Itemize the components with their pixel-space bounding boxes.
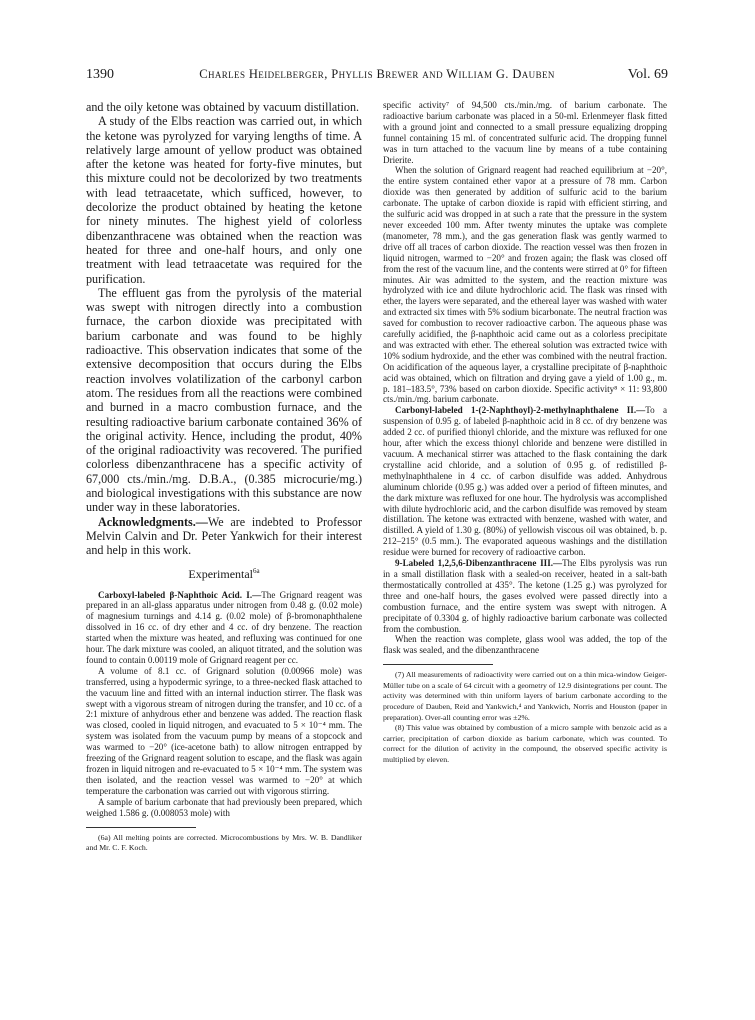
running-title: Charles Heidelberger, Phyllis Brewer and William G. Dauben — [199, 67, 555, 81]
section-heading — [86, 567, 362, 582]
experimental-paragraph: A volume of 8.1 cc. of Grignard solution (0.00966 mole) was transferred, using a hypodermic syringe, to a three-necked flask attached to the vacuum line and fitted with an internal induction stirrer. The flask was swept with a vigorous stream of nitrogen during the transfer, and 10 cc. of a 2:1 mixture of anhydrous ether and benzene was added. The reaction flask was closed, cooled in liquid nitrogen, and evacuated to 5 × 10⁻⁴ mm. The system was isolated from the vacuum pump by means of a stopcock and was warmed to −20° (ice-acetone bath) to allow nitrogen entrapped by freezing of the Grignard reagent solution to escape, and the flask was again frozen in liquid nitrogen and re-evacuated to 5 × 10⁻⁴ mm. The system was then isolated, and the reaction vessel was warmed to −20° at which temperature the carbonation was carried out with vigorous stirring. — [86, 665, 362, 796]
experimental-paragraph: specific activity⁷ of 94,500 cts./min./mg. of barium carbonate. The radioactive barium carbonate was placed in a 50-ml. Erlenmeyer flask fitted with a ground joint and connected to a small pressure equalizing dropping funnel containing 15 ml. of concentrated sulfuric acid. The dropping funnel was in turn attached to the vacuum line by means of a tube containing Drierite. — [383, 100, 667, 165]
compound-heading: 9-Labeled 1,2,5,6-Dibenzanthracene III.— — [395, 558, 563, 569]
paragraph-text: The Elbs pyrolysis was run in a small distillation flask with a sealed-on receiver, heated in a salt-bath thermostatically controlled at 435°. The ketone (1.25 g.) was pyrolyzed for three and one-half hours, the gases evolved were passed directly into a combustion furnace, and the entire system was swept with nitrogen. A precipitate of 0.3304 g. of highly radioactive barium carbonate was collected from the combustion. — [383, 558, 667, 634]
footnote-marker: 6a — [253, 566, 260, 575]
footnote-divider — [86, 827, 196, 828]
paragraph-text: The Grignard reagent was prepared in an all-glass apparatus under nitrogen from 0.48 g. (0.02 mole) of magnesium turnings and 4.14 g. (0.02 mole) of β-bromonaphthalene dissolved in 16 cc. of dry ether and 4 cc. of dry benzene. The reaction started when the mixture was heated, and refluxing was continued for one hour. The dark mixture was cooled, an aliquot titrated, and the solution was found to contain 0.00119 mole of Grignard reagent per cc. — [86, 589, 362, 665]
footnote: (7) All measurements of radioactivity were carried out on a thin mica-window Geiger-Müller tube on a scale of 64 circuit with a geometry of 12.9 disintegrations per count. The activity was determined with thin uniform layers of barium carbonate according to the procedure of Dauben, Reid and Yankwich,⁴ and Yankwich, Norris and Houston (paper in preparation). Over-all counting error was ±2%. — [383, 670, 667, 722]
acknowledgments-heading: Acknowledgments.— — [98, 514, 208, 529]
experimental-paragraph: When the reaction was complete, glass wool was added, the top of the flask was sealed, and the dibenzanthracene — [383, 634, 667, 656]
experimental-paragraph: A sample of barium carbonate that had previously been prepared, which weighed 1.586 g. (0.008053 mole) with — [86, 796, 362, 818]
right-column — [383, 100, 667, 1020]
experimental-paragraph — [383, 405, 667, 558]
experimental-paragraph — [383, 558, 667, 634]
paragraph-text: To a suspension of 0.95 g. of labeled β-naphthoic acid in 8 cc. of dry benzene was added 2 cc. of purified thionyl chloride, and the mixture was refluxed for one hour, after which the excess thionyl chloride and benzene were distilled in vacuum. A mechanical stirrer was attached to the flask containing the dark crystalline acid chloride, and a solution of 0.95 g. of redistilled β-methylnaphthalene in 4 cc. of carbon disulfide was added. Anhydrous aluminum chloride (0.95 g.) was added over a period of fifteen minutes, and the dark mixture was refluxed for one hour. The hydrolysis was accomplished with dilute hydrochloric acid, and the carbon disulfide was removed by steam distillation. The ketone was extracted with benzene, washed with water, and distilled. A yield of 1.30 g. (80%) of yellowish viscous oil was obtained, b. p. 212–215° (0.5 mm.). The evaporated aqueous washings and the distillation residue were burned for recovery of radioactive carbon. — [383, 405, 667, 558]
experimental-paragraph — [86, 590, 362, 666]
acknowledgments-text: We are indebted to Professor Melvin Calvin and Dr. Peter Yankwich for their interest and help in this work. — [86, 514, 362, 558]
compound-heading: Carboxyl-labeled β-Naphthoic Acid. I.— — [98, 589, 262, 600]
footnote-divider — [383, 664, 493, 665]
footnote: (8) This value was obtained by combustion of a micro sample with benzoic acid as a carrier, precipitation of carbon dioxide as barium carbonate, which was counted. To correct for the dilution of activity in the compound, the observed specific activity is multiplied by eleven. — [383, 723, 667, 764]
paragraph: A study of the Elbs reaction was carried out, in which the ketone was pyrolyzed for varying lengths of time. A relatively large amount of yellow product was obtained after the ketone was heated for forty-five minutes, but this mixture could not be decolorized by two treatments with lead tetraacetate, which sufficed, however, to decolorize the product obtained by heating the ketone for ninety minutes. The highest yield of colorless dibenzanthracene was obtained when the reaction was heated for three and one-half hours, and only one treatment with lead tetraacetate was required for the purification. — [86, 114, 362, 286]
left-column — [86, 100, 362, 1020]
compound-heading: Carbonyl-labeled 1-(2-Naphthoyl)-2-methylnaphthalene II.— — [395, 405, 646, 416]
volume-label: Vol. 69 — [627, 67, 668, 82]
experimental-paragraph: When the solution of Grignard reagent had reached equilibrium at −20°, the entire system contained ether vapor at a pressure of 78 mm. Carbon dioxide was then generated by addition of sulfuric acid to the barium carbonate. The uptake of carbon dioxide is rapid with efficient stirring, and the sulfuric acid was dropped in at such a rate that the pressure in the system never exceeded 100 mm. After twenty minutes the uptake was complete (manometer, 78 mm.), and the gas generation flask was gently warmed to drive off all traces of carbon dioxide. The reaction vessel was then frozen in liquid nitrogen, warmed to −20° and frozen again; the flask was closed off from the rest of the vacuum line, and the contents were stirred at 0° for fifteen minutes. Air was admitted to the system, and the reaction mixture was hydrolyzed with ice and dilute hydrochloric acid. The flask was rinsed with ether, the layers were separated, and the ethereal layer was washed with water and extracted six times with 5% sodium bicarbonate. The neutral fraction was saved for combustion to recover radioactive carbon. The aqueous phase was carefully acidified, the β-naphthoic acid came out as a colorless precipitate and was extracted with ether. The ethereal solution was extracted twice with 10% sodium hydroxide, and the ether was combined with the neutral fraction. On acidification of the aqueous layer, a crystalline precipitate of β-naphthoic acid was obtained, which on filtration and drying gave a yield of 1.00 g., m. p. 181–183.5°, 73% based on carbon dioxide. Specific activity⁸ × 11: 93,800 cts./min./mg. barium carbonate. — [383, 165, 667, 405]
footnote: (6a) All melting points are corrected. Microcombustions by Mrs. W. B. Dandliker and Mr. C. F. Koch. — [86, 832, 362, 853]
section-title: Experimental — [188, 566, 254, 581]
page-header — [86, 67, 668, 87]
page-number: 1390 — [86, 67, 114, 82]
paragraph: and the oily ketone was obtained by vacuum distillation. — [86, 100, 360, 114]
paragraph: The effluent gas from the pyrolysis of the material was swept with nitrogen directly into a combustion furnace, the carbon dioxide was precipitated with barium carbonate and was found to be highly radioactive. This observation indicates that some of the extensive decomposition that occurs during the Elbs reaction involves volatilization of the carbonyl carbon atom. The residues from all the reactions were combined and burned in a macro combustion furnace, and the resulting radioactive barium carbonate contained 36% of the original activity. Hence, including the produt, 40% of the original radioactivity was recovered. The purified colorless dibenzanthracene has a specific activity of 67,000 cts./min./mg. D.B.A., (0.385 microcurie/mg.) and biological investigations with this substance are now under way in these laboratories. — [86, 285, 362, 515]
acknowledgments — [86, 515, 362, 558]
